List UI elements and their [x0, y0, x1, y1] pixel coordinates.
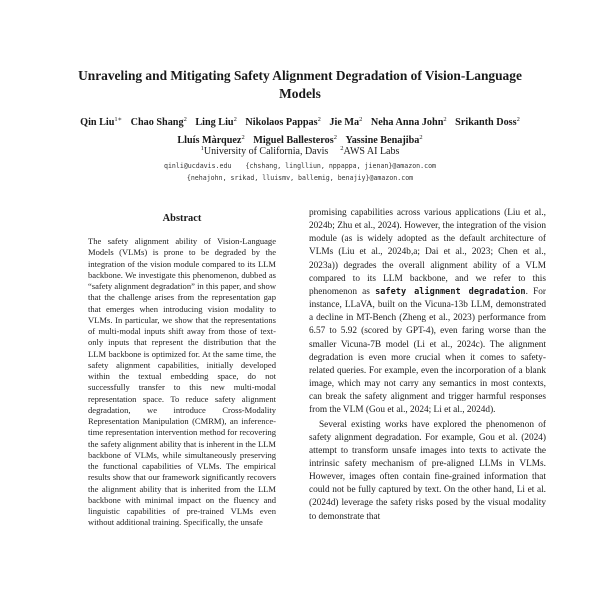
abstract-text: The safety alignment ability of Vision-Language Models (VLMs) is prone to be degraded by the integration of the vision module compared to its LLM backbone. We investigate this phenomenon, dubbed as “safety alignment degradation” in this paper, and show that the challenge arises from the representation gap that emerges when introducing vision modality to VLMs. In particular, we show that the representations of multi-modal inputs shift away from those of text-only inputs that represent the distribution that the LLM backbone is optimized for. At the same time, the safety alignment capabilities, initially developed within the textual embedding space, do not successfully transfer to this new multi-modal representation space. To reduce safety alignment degradation, we introduce Cross-Modality Representation Manipulation (CMRM), an inference-time representation intervention method for recovering the safety alignment ability that is inherent in the LLM backbone of VLMs, while simultaneously preserving the functional capabilities of VLMs. The empirical results show that our framework significantly recovers the alignment ability that is inherited from the LLM backbone with minimal impact on the fluency and linguistic capabilities of pre-trained VLMs even without additional training. Specifically, the unsafe [88, 236, 276, 528]
author-name: Qin Liu$^{1∗}$ [80, 116, 123, 128]
body-text-right-column [309, 207, 546, 600]
abstract-heading: Abstract [162, 213, 202, 224]
emphasized-term: safety alignment degradation [375, 286, 526, 297]
email-line: {nehajohn, srikad, lluismv, ballemig, benajiy}@amazon.com [186, 174, 414, 182]
paragraph [309, 207, 546, 418]
email-address: qinli@ucdavis.edu [163, 162, 232, 170]
author-name: Srikanth Doss$^2$ [455, 116, 520, 128]
affiliation: $^1$University of California, Davis [200, 145, 329, 157]
author-name: Yassine Benajiba$^2$ [345, 134, 423, 146]
paper-title: Unraveling and Mitigating Safety Alignment Degradation of Vision-Language Models [78, 68, 522, 101]
affiliation: $^2$AWS AI Labs [340, 145, 400, 157]
author-name: Nikolaos Pappas$^2$ [245, 116, 321, 128]
author-name: Neha Anna John$^2$ [370, 116, 447, 128]
author-name: Miguel Ballesteros$^2$ [253, 134, 337, 146]
paragraph: Several existing works have explored the phenomenon of safety alignment degradation. For example, Gou et al. (2024) attempt to transform unsafe images into texts to activate the intrinsic safety mechanism of pre-aligned LLMs in VLMs. However, images often contain fine-grained information that could not be fully captured by text. On the other hand, Li et al. (2024d) leverage the safety risks posed by the visual modality to demonstrate that [309, 419, 546, 522]
text-run: promising capabilities across various applications (Liu et al., 2024b; Zhu et al., 2024). However, the integration of the vision module (as is widely adopted as the default architecture of VLMs (Liu et al., 2024b,a; Dai et al., 2023; Chen et al., 2023a)) degrades the overall alignment ability of a VLM compared to its LLM backbone, and we refer to this phenomenon as [309, 208, 546, 297]
author-emails [60, 160, 540, 184]
text-run: . For instance, LLaVA, built on the Vicuna-13b LLM, demonstrated a decline in MT-Bench (Zheng et al., 2023) performance from 6.57 to 5.92 (scored by GPT-4), even faring worse than the smaller Vicuna-7B model (Li et al., 2024c). The alignment degradation is even more crucial when it comes to safety-related queries. For example, even the incorporation of a blank image, which may not carry any semantics in most contexts, can break the safety alignment and trigger harmful responses from the VLM (Gou et al., 2024; Li et al., 2024d). [309, 286, 546, 416]
author-name: Ling Liu$^2$ [195, 116, 237, 128]
email-address: {chshang, linglliun, nppappa, jienan}@amazon.com [245, 162, 437, 170]
author-name: Jie Ma$^2$ [329, 116, 363, 128]
author-name: Chao Shang$^2$ [130, 116, 187, 128]
author-name: Lluís Màrquez$^2$ [177, 134, 245, 146]
affiliations [60, 142, 540, 158]
